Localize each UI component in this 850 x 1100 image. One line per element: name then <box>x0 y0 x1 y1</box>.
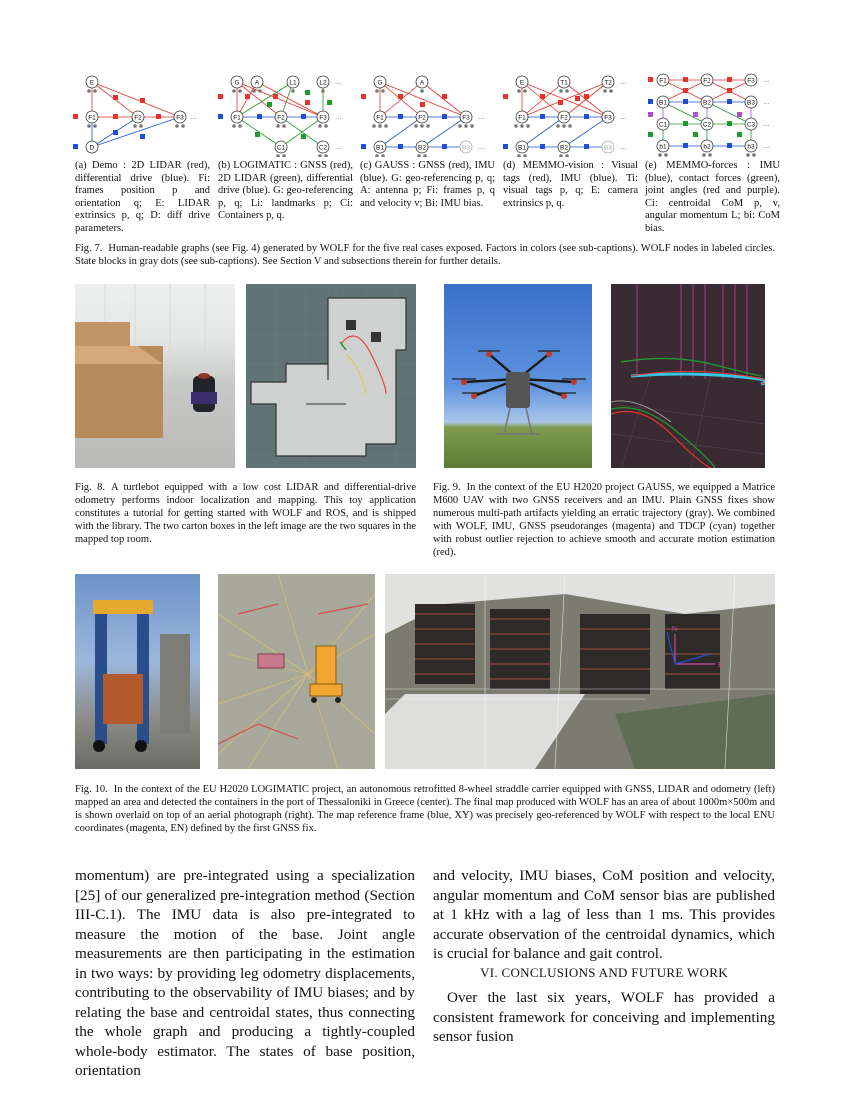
graph-ellipsis: ··· <box>620 80 627 87</box>
fig10-caption-label: Fig. 10. <box>75 784 108 795</box>
graph-node: B1 <box>376 144 384 152</box>
graph-ellipsis: ··· <box>478 115 485 122</box>
body-right-paragraph-2: Over the last six years, WOLF has provided a consistent framework for conceiving and implementing sensor fusion <box>433 989 775 1045</box>
graph-ellipsis: ··· <box>478 145 485 152</box>
graph-node: b1 <box>659 143 667 151</box>
fig9-caption-label: Fig. 9. <box>433 482 461 493</box>
fig10-aerial-map <box>385 574 775 769</box>
graph-node: C2 <box>702 121 712 129</box>
graph-node: F2 <box>560 114 568 122</box>
graph-node: F3 <box>604 114 612 122</box>
graph-node: B3 <box>747 99 755 107</box>
graph-ellipsis: ··· <box>335 115 342 122</box>
graph-node: C1 <box>276 144 286 152</box>
fig7-subcaption-a: (a) Demo : 2D LIDAR (red), differential drive (blue). Fi: frames position p and orientation q; E: LIDAR extrinsics p, q; D: diff drive parameters. <box>75 160 210 234</box>
graph-node: b3 <box>747 143 755 151</box>
graph-node: F2 <box>134 114 142 122</box>
fig7-graph-c <box>358 72 493 157</box>
graph-node: B2 <box>418 144 426 152</box>
graph-node: F1 <box>376 114 384 122</box>
graph-node: B1 <box>659 99 667 107</box>
fig8-caption-label: Fig. 8. <box>75 482 105 493</box>
graph-node: C2 <box>318 144 328 152</box>
map-axis-e: E <box>718 662 723 669</box>
graph-ellipsis: ··· <box>620 115 627 122</box>
fig7-caption-label: Fig. 7. <box>75 243 103 254</box>
map-axis-n: N <box>672 626 678 633</box>
graph-node: F1 <box>518 114 526 122</box>
graph-ellipsis: ··· <box>763 78 770 85</box>
graph-node: F2 <box>277 114 285 122</box>
graph-node: T2 <box>604 79 612 87</box>
graph-node: C3 <box>746 121 756 129</box>
graph-ellipsis: ··· <box>763 100 770 107</box>
graph-node: L1 <box>289 79 297 87</box>
graph-node: F3 <box>462 114 470 122</box>
body-right-paragraph: and velocity, IMU biases, CoM position and velocity, angular momentum and CoM sensor bias are published at 1 kHz with a lag of less than 1 ms. This provides accurate observation of the centroidal dynamics, which is crucial for balance and gait control. <box>433 867 775 962</box>
graph-node: F2 <box>703 77 711 85</box>
graph-node: B3 <box>604 144 612 152</box>
graph-ellipsis: ··· <box>335 145 342 152</box>
graph-node: C1 <box>658 121 668 129</box>
fig7-subcaption-d: (d) MEMMO-vision : Visual tags (red), IMU (blue). Ti: visual tags p, q; E: camera extrinsics p, q. <box>503 160 638 209</box>
graph-node: F3 <box>319 114 327 122</box>
fig7-subcaption-e: (e) MEMMO-forces : IMU (blue), contact forces (green), joint angles (red and purple). Ci: centroidal CoM p, v, angular momentum L; bi: CoM bias. <box>645 160 780 234</box>
fig7-graph-d <box>500 72 635 157</box>
graph-node: F3 <box>747 77 755 85</box>
graph-node: F1 <box>233 114 241 122</box>
graph-node: T1 <box>560 79 568 87</box>
fig9-caption-text: In the context of the EU H2020 project GAUSS, we equipped a Matrice M600 UAV with two GNSS receivers and an IMU. Plain GNSS fixes show numerous multi-path artifacts yielding an erratic trajectory (gray). We combined with WOLF, IMU, GNSS pseudoranges (magenta) and TDCP (cyan) together with robust outlier rejection to achieve smooth and accurate motion estimation (red). <box>433 482 775 558</box>
graph-ellipsis: ··· <box>763 122 770 129</box>
fig9-caption <box>433 481 775 559</box>
fig10-container-map <box>218 574 375 769</box>
fig7-caption <box>75 242 775 268</box>
graph-node: L2 <box>319 79 327 87</box>
graph-node: b2 <box>703 143 711 151</box>
graph-node: B1 <box>518 144 526 152</box>
fig8-caption <box>75 481 416 546</box>
graph-node: D <box>89 144 95 152</box>
graph-node: A <box>419 79 425 87</box>
graph-ellipsis: ··· <box>620 145 627 152</box>
fig10-straddle-carrier-photo <box>75 574 200 769</box>
fig7-caption-text: Human-readable graphs (see Fig. 4) generated by WOLF for the five real cases exposed. Factors in colors (see sub-captions). WOLF nodes in labeled circles. State blocks in gray dots (see sub-captions). See Section V and subsections therein for further details. <box>75 243 775 267</box>
fig10-caption-text: In the context of the EU H2020 LOGIMATIC project, an autonomous retrofitted 8-wheel straddle carrier equipped with GNSS, LIDAR and odometry (left) mapped an area and detected the containers in the port of Thessaloniki in Greece (center). The final map produced with WOLF has an area of about 1000m×500m and is shown overlaid on top of an aerial photograph (right). The map reference frame (blue, XY) was precisely geo-referenced by WOLF with respect to the local ENU coordinates (magenta, EN) defined by the first GNSS fix. <box>75 784 775 834</box>
fig7-graph-e <box>645 72 780 157</box>
fig7-graph-b <box>215 72 350 157</box>
fig7-graph-a <box>70 72 205 157</box>
graph-node: F3 <box>176 114 184 122</box>
graph-node: B2 <box>560 144 568 152</box>
fig8-caption-text: A turtlebot equipped with a low cost LIDAR and differential-drive odometry performs indoor localization and mapping. This toy application constitutes a tutorial for getting started with WOLF and ROS, and is shipped with the library. The two carton boxes in the left image are the two squares in the mapped top room. <box>75 482 416 545</box>
graph-node: B2 <box>703 99 711 107</box>
graph-node: E <box>89 79 95 87</box>
fig8-occupancy-map <box>246 284 416 468</box>
section-heading: VI. CONCLUSIONS AND FUTURE WORK <box>480 965 728 980</box>
fig7-subcaption-c: (c) GAUSS : GNSS (red), IMU (blue). G: geo-referencing p, q; A: antenna p; Fi: frames p, q and velocity v; Bi: IMU bias. <box>360 160 495 209</box>
graph-ellipsis: ··· <box>763 144 770 151</box>
fig10-caption <box>75 783 775 835</box>
graph-ellipsis: ··· <box>190 115 197 122</box>
graph-node: G <box>234 79 240 87</box>
graph-node: F1 <box>659 77 667 85</box>
graph-node: B3 <box>462 144 470 152</box>
fig9-trajectory-plot <box>611 284 765 468</box>
fig8-turtlebot-photo <box>75 284 235 468</box>
graph-node: A <box>254 79 260 87</box>
graph-node: F1 <box>88 114 96 122</box>
fig9-uav-photo <box>444 284 592 468</box>
graph-node: E <box>519 79 525 87</box>
graph-ellipsis: ··· <box>335 80 342 87</box>
body-left-paragraph: momentum) are pre-integrated using a specialization [25] of our generalized pre-integration method (Section III-C.1). The IMU data is also pre-integrated to measure the motion of the base. Joint angle measurements are then participating in the estimation in two ways: by providing leg odometry displacements, contributing to the observability of IMU biases; and by relating the base and centroidal states, thus connecting the whole graph and producing a tightly-coupled whole-body estimator. The states of base position, orientation <box>75 867 415 1079</box>
graph-node: G <box>377 79 383 87</box>
graph-node: F2 <box>418 114 426 122</box>
fig7-subcaption-b: (b) LOGIMATIC : GNSS (red), 2D LIDAR (green), differential drive (blue). G: geo-referencing p, q; Li: landmarks p; Ci: Containers p, q. <box>218 160 353 222</box>
